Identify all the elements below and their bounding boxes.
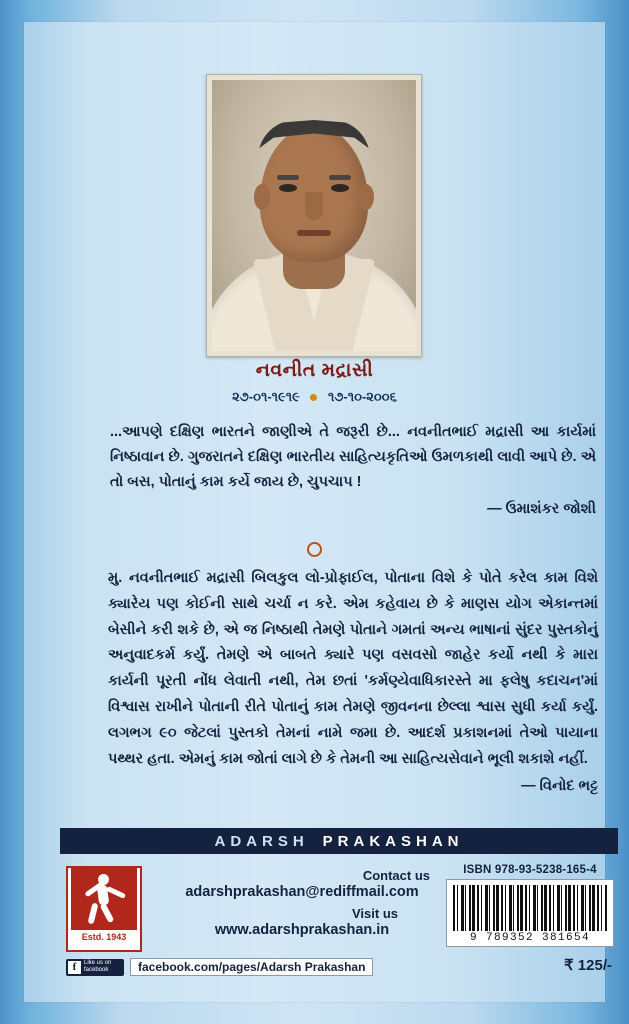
cover-inner-panel — [24, 22, 612, 1002]
publisher-logo — [66, 866, 142, 952]
body-text: મુ. નવનીતભાઈ મદ્રાસી બિલકુલ લો-પ્રોફાઈલ, પોતાના વિશે કે પોતે કરેલ કામ વિશે ક્યારેય પણ કોઈની સાથે ચર્ચા ન કરે. એમ કહેવાય છે કે માણસ યોગ એકાન્તમાં બેસીને કરી શકે છે, એ જ નિષ્ઠાથી તેમણે પોતાને ગમતાં અન્ય ભાષાનાં સુંદર પુસ્તકોનું અનુવાદકર્મ કર્યું. તેમણે એ બાબતે ક્યારે પણ વસવસો જાહેર કર્યો નથી કે મારા કાર્યની પૂરતી નોંધ લેવાતી નથી, તેમ છતાં 'કર્મણ્યેવાધિકારસ્તે મા ફલેષુ કદાચન'માં વિશ્વાસ રાખીને પોતાની રીતે પોતાનું કામ તેમણે જીવનના છેલ્લા શ્વાસ સુધી કર્યા કર્યું. લગભગ ૯૦ જેટલાં પુસ્તકો તેમનાં નામે જમા છે. આદર્શ પ્રકાશનમાં તેઓ પાયાના પથ્થર હતા. એમનું કામ જોતાં લાગે છે કે તેમની આ સાહિત્યસેવાને ભૂલી શકાશે નહીં. — [108, 570, 598, 767]
dancer-figure — [84, 874, 124, 924]
facebook-badge-line2: facebook — [84, 967, 109, 973]
body-block — [82, 566, 598, 800]
author-dates — [24, 389, 605, 405]
circle-ornament-icon — [307, 542, 322, 557]
section-separator — [24, 542, 605, 562]
publisher-name-part-a: ADARSH — [214, 832, 309, 850]
facebook-badge-line1: Like us on — [84, 960, 112, 966]
quote-attribution: — ઉમાશંકર જોશી — [487, 500, 596, 517]
body-attribution: — વિનોદ ભટ્ટ — [521, 778, 598, 795]
quote-text: ...આપણે દક્ષિણ ભારતને જાણીએ તે જરૂરી છે... નવનીતભાઈ મદ્રાસી આ કાર્યમાં નિષ્ઠાવાન છે. ગુજરાતને દક્ષિણ ભારતીય સાહિત્યકૃતિઓ ઉમળકાથી લાવી આપે છે. એ તો બસ, પોતાનું કામ કર્યે જાય છે, ચુપચાપ ! — [110, 424, 596, 490]
facebook-badge[interactable] — [66, 959, 124, 976]
isbn-text: ISBN 978-93-5238-165-4 — [463, 864, 597, 876]
facebook-icon: f — [68, 961, 81, 974]
portrait-ear-left — [254, 184, 270, 210]
isbn-block — [446, 864, 614, 947]
footer — [60, 862, 618, 982]
portrait-nose — [305, 192, 323, 220]
barcode-number: 9 789352 381654 — [469, 932, 591, 944]
portrait-eyebrow-left — [277, 175, 299, 180]
facebook-row[interactable] — [66, 958, 373, 976]
barcode-box — [446, 879, 614, 947]
logo-established-year: Estd. 1943 — [81, 932, 127, 942]
dancer-icon — [71, 868, 137, 930]
contact-email[interactable]: adarshprakashan@rediffmail.com — [185, 884, 419, 900]
quote-block — [86, 420, 596, 522]
facebook-url[interactable]: facebook.com/pages/Adarsh Prakashan — [130, 958, 373, 976]
portrait-eye-left — [279, 184, 297, 192]
contact-us-label: Contact us — [362, 868, 430, 883]
portrait-ear-right — [358, 184, 374, 210]
dancer-leg-left — [88, 903, 99, 925]
price-label: ₹ 125/- — [564, 957, 612, 974]
facebook-badge-text — [81, 960, 111, 974]
author-name: નવનીત મદ્રાસી — [255, 360, 374, 381]
author-portrait — [212, 80, 416, 351]
dancer-leg-right — [100, 903, 115, 923]
publisher-bar — [60, 828, 618, 854]
author-portrait-frame — [206, 74, 422, 357]
publisher-name-part-b: PRAKASHAN — [322, 832, 464, 850]
portrait-eye-right — [331, 184, 349, 192]
dancer-arm-right — [106, 886, 126, 899]
visit-us-label: Visit us — [351, 906, 398, 921]
dot-separator-icon — [310, 394, 317, 401]
author-death-date: ૧૭-૧૦-૨૦૦૬ — [328, 389, 397, 404]
author-birth-date: ૨૭-૦૧-૧૯૧૯ — [232, 389, 300, 404]
contact-column — [152, 868, 452, 938]
portrait-mouth — [297, 230, 331, 236]
contact-website[interactable]: www.adarshprakashan.in — [214, 922, 390, 938]
barcode-icon — [453, 885, 607, 931]
portrait-eyebrow-right — [329, 175, 351, 180]
